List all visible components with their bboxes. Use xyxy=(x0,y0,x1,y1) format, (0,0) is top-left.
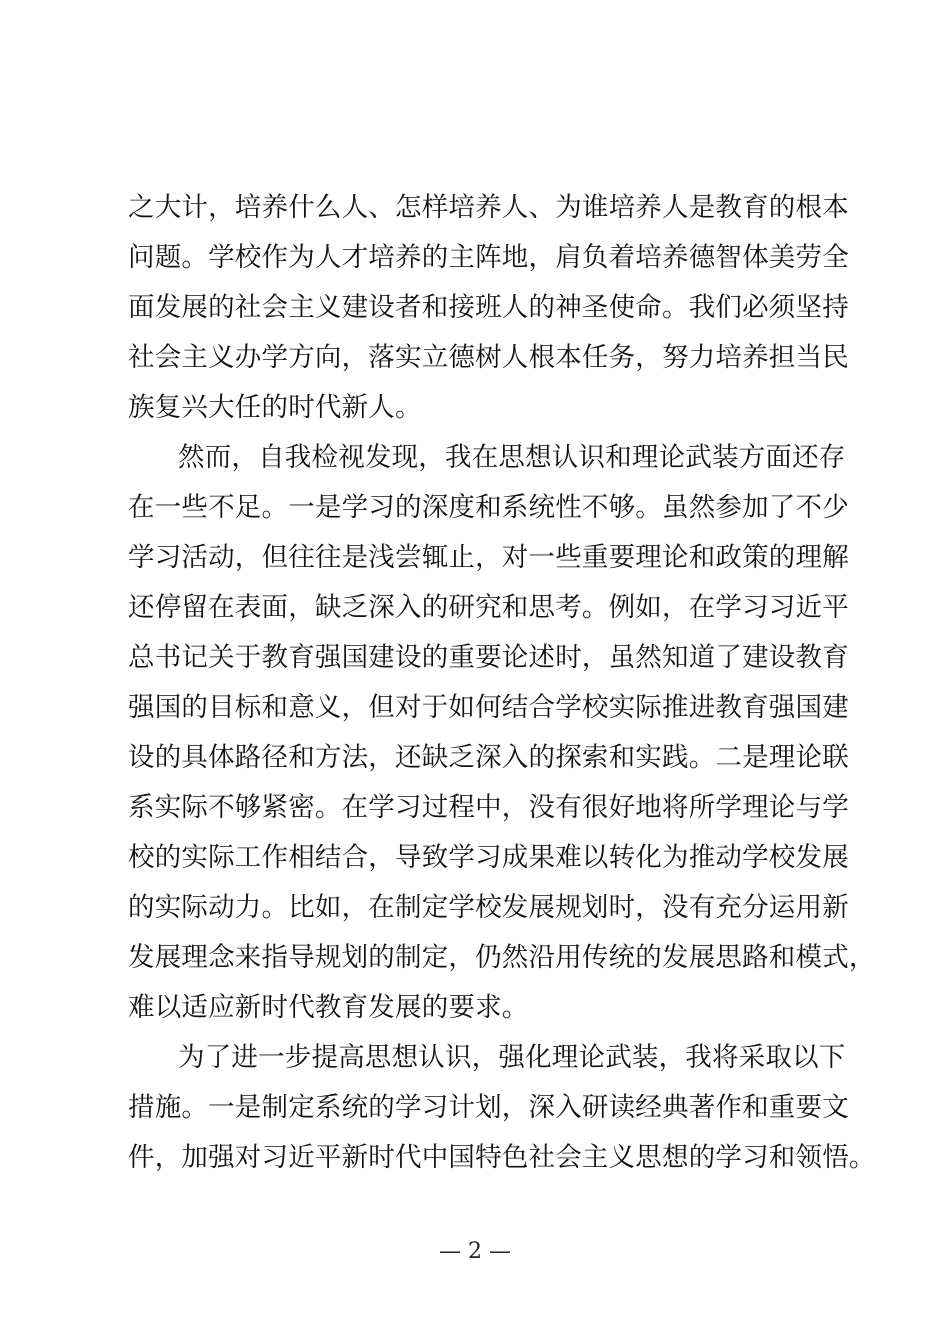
body-text xyxy=(128,183,876,1183)
text-line: 的实际动力。比如，在制定学校发展规划时，没有充分运用新 xyxy=(128,892,849,923)
text-line: 社会主义办学方向，落实立德树人根本任务，努力培养担当民 xyxy=(128,342,849,373)
page-number: — 2 — xyxy=(439,1239,511,1264)
text-line: 校的实际工作相结合，导致学习成果难以转化为推动学校发展 xyxy=(128,842,849,873)
paragraph-start-line: 然而，自我检视发现，我在思想认识和理论武装方面还存 xyxy=(178,442,846,473)
paragraph-start-line: 为了进一步提高思想认识，强化理论武装，我将采取以下 xyxy=(178,1042,846,1073)
text-line: 学习活动，但往往是浅尝辄止，对一些重要理论和政策的理解 xyxy=(128,542,849,573)
text-line: 问题。学校作为人才培养的主阵地，肩负着培养德智体美劳全 xyxy=(128,242,849,273)
text-line: 还停留在表面，缺乏深入的研究和思考。例如，在学习习近平 xyxy=(128,592,849,623)
text-line: 系实际不够紧密。在学习过程中，没有很好地将所学理论与学 xyxy=(128,792,849,823)
text-line: 件，加强对习近平新时代中国特色社会主义思想的学习和领悟。 xyxy=(128,1142,876,1173)
text-line: 设的具体路径和方法，还缺乏深入的探索和实践。二是理论联 xyxy=(128,742,849,773)
text-line: 难以适应新时代教育发展的要求。 xyxy=(128,992,529,1023)
text-line: 之大计，培养什么人、怎样培养人、为谁培养人是教育的根本 xyxy=(128,192,849,223)
text-line: 强国的目标和意义，但对于如何结合学校实际推进教育强国建 xyxy=(128,692,849,723)
text-line: 措施。一是制定系统的学习计划，深入研读经典著作和重要文 xyxy=(128,1092,849,1123)
text-line: 发展理念来指导规划的制定，仍然沿用传统的发展思路和模式， xyxy=(128,942,876,973)
text-line: 在一些不足。一是学习的深度和系统性不够。虽然参加了不少 xyxy=(128,492,849,523)
text-line: 总书记关于教育强国建设的重要论述时，虽然知道了建设教育 xyxy=(128,642,849,673)
text-line: 面发展的社会主义建设者和接班人的神圣使命。我们必须坚持 xyxy=(128,292,849,323)
text-line: 族复兴大任的时代新人。 xyxy=(128,392,422,423)
